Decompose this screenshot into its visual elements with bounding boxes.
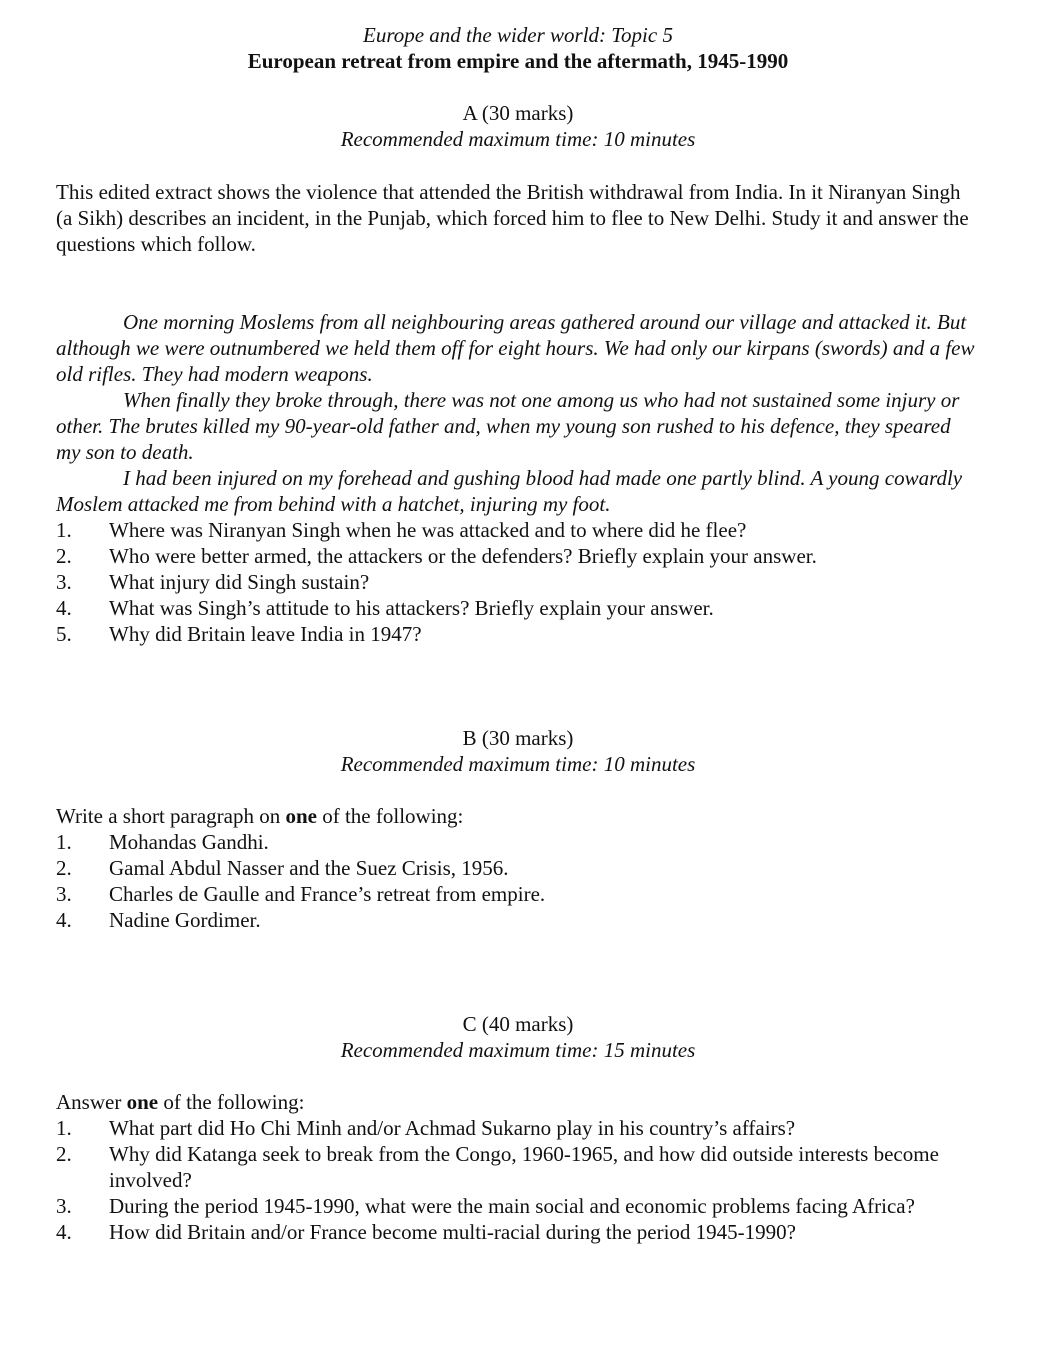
option-item — [56, 1141, 980, 1193]
extract-paragraph: When finally they broke through, there was not one among us who had not sustained some injury or other. The brutes killed my 90-year-old father and, when my young son rushed to his defence, they speared my son to death. — [56, 388, 960, 464]
section-b-heading: B (30 marks) — [462, 726, 574, 750]
section-c-instruction — [56, 1089, 980, 1115]
option-item — [56, 1219, 980, 1245]
section-a-intro: This edited extract shows the violence that attended the British withdrawal from India. In it Niranyan Singh (a Sikh) describes an incident, in the Punjab, which forced him to flee to New Delhi. Study it and answer the questions which follow. — [56, 180, 969, 256]
option-number: 4. — [56, 908, 72, 932]
instruction-text: Write a short paragraph on — [56, 804, 286, 828]
question-text: Who were better armed, the attackers or the defenders? Briefly explain your answer. — [109, 544, 817, 568]
question-text: What was Singh’s attitude to his attackers? Briefly explain your answer. — [109, 596, 714, 620]
section-a — [56, 100, 980, 647]
section-c-time: Recommended maximum time: 15 minutes — [340, 1038, 696, 1062]
question-number: 3. — [56, 570, 72, 594]
option-number: 4. — [56, 1220, 72, 1244]
option-number: 3. — [56, 882, 72, 906]
section-c-heading: C (40 marks) — [462, 1012, 574, 1036]
question-number: 2. — [56, 544, 72, 568]
option-item — [56, 881, 980, 907]
instruction-emphasis: one — [126, 1090, 159, 1114]
option-text: Why did Katanga seek to break from the Congo, 1960-1965, and how did outside interests become involved? — [109, 1142, 939, 1192]
instruction-text: of the following: — [158, 1090, 305, 1114]
source-extract — [56, 309, 980, 517]
option-text: Charles de Gaulle and France’s retreat from empire. — [109, 882, 546, 906]
section-a-heading: A (30 marks) — [462, 101, 574, 125]
option-number: 3. — [56, 1194, 72, 1218]
section-c — [56, 1011, 980, 1245]
question-item — [56, 595, 980, 621]
instruction-text: of the following: — [316, 804, 464, 828]
instruction-emphasis: one — [285, 804, 317, 828]
topic-line: Europe and the wider world: Topic 5 — [363, 23, 673, 47]
section-b-items — [56, 829, 980, 933]
question-number: 4. — [56, 596, 72, 620]
option-item — [56, 855, 980, 881]
option-text: Mohandas Gandhi. — [109, 830, 269, 854]
option-text: During the period 1945-1990, what were the main social and economic problems facing Africa? — [109, 1194, 915, 1218]
question-item — [56, 569, 980, 595]
section-b-time: Recommended maximum time: 10 minutes — [340, 752, 696, 776]
option-number: 2. — [56, 1142, 72, 1166]
option-number: 1. — [56, 1116, 72, 1140]
question-item — [56, 621, 980, 647]
option-number: 1. — [56, 830, 72, 854]
question-number: 5. — [56, 622, 72, 646]
section-b-instruction — [56, 803, 980, 829]
question-text: Why did Britain leave India in 1947? — [109, 622, 422, 646]
section-a-time: Recommended maximum time: 10 minutes — [340, 127, 696, 151]
question-text: What injury did Singh sustain? — [109, 570, 370, 594]
section-b — [56, 725, 980, 933]
option-item — [56, 1115, 980, 1141]
option-item — [56, 907, 980, 933]
option-item — [56, 1193, 980, 1219]
question-number: 1. — [56, 518, 72, 542]
extract-paragraph: I had been injured on my forehead and gushing blood had made one partly blind. A young cowardly Moslem attacked me from behind with a hatchet, injuring my foot. — [56, 466, 963, 516]
option-text: Nadine Gordimer. — [109, 908, 261, 932]
exam-page — [56, 22, 980, 1245]
question-item — [56, 543, 980, 569]
extract-paragraph: One morning Moslems from all neighbouring areas gathered around our village and attacked it. But although we were outnumbered we held them off for eight hours. We had only our kirpans (swords) and a few old rifles. They had modern weapons. — [56, 310, 975, 386]
instruction-text: Answer — [56, 1090, 127, 1114]
option-item — [56, 829, 980, 855]
section-c-items — [56, 1115, 980, 1245]
section-a-questions — [56, 517, 980, 647]
page-title: European retreat from empire and the aftermath, 1945-1990 — [247, 49, 789, 73]
option-text: How did Britain and/or France become multi-racial during the period 1945-1990? — [109, 1220, 796, 1244]
question-text: Where was Niranyan Singh when he was attacked and to where did he flee? — [109, 518, 747, 542]
option-number: 2. — [56, 856, 72, 880]
option-text: Gamal Abdul Nasser and the Suez Crisis, 1956. — [109, 856, 509, 880]
question-item — [56, 517, 980, 543]
option-text: What part did Ho Chi Minh and/or Achmad Sukarno play in his country’s affairs? — [109, 1116, 796, 1140]
